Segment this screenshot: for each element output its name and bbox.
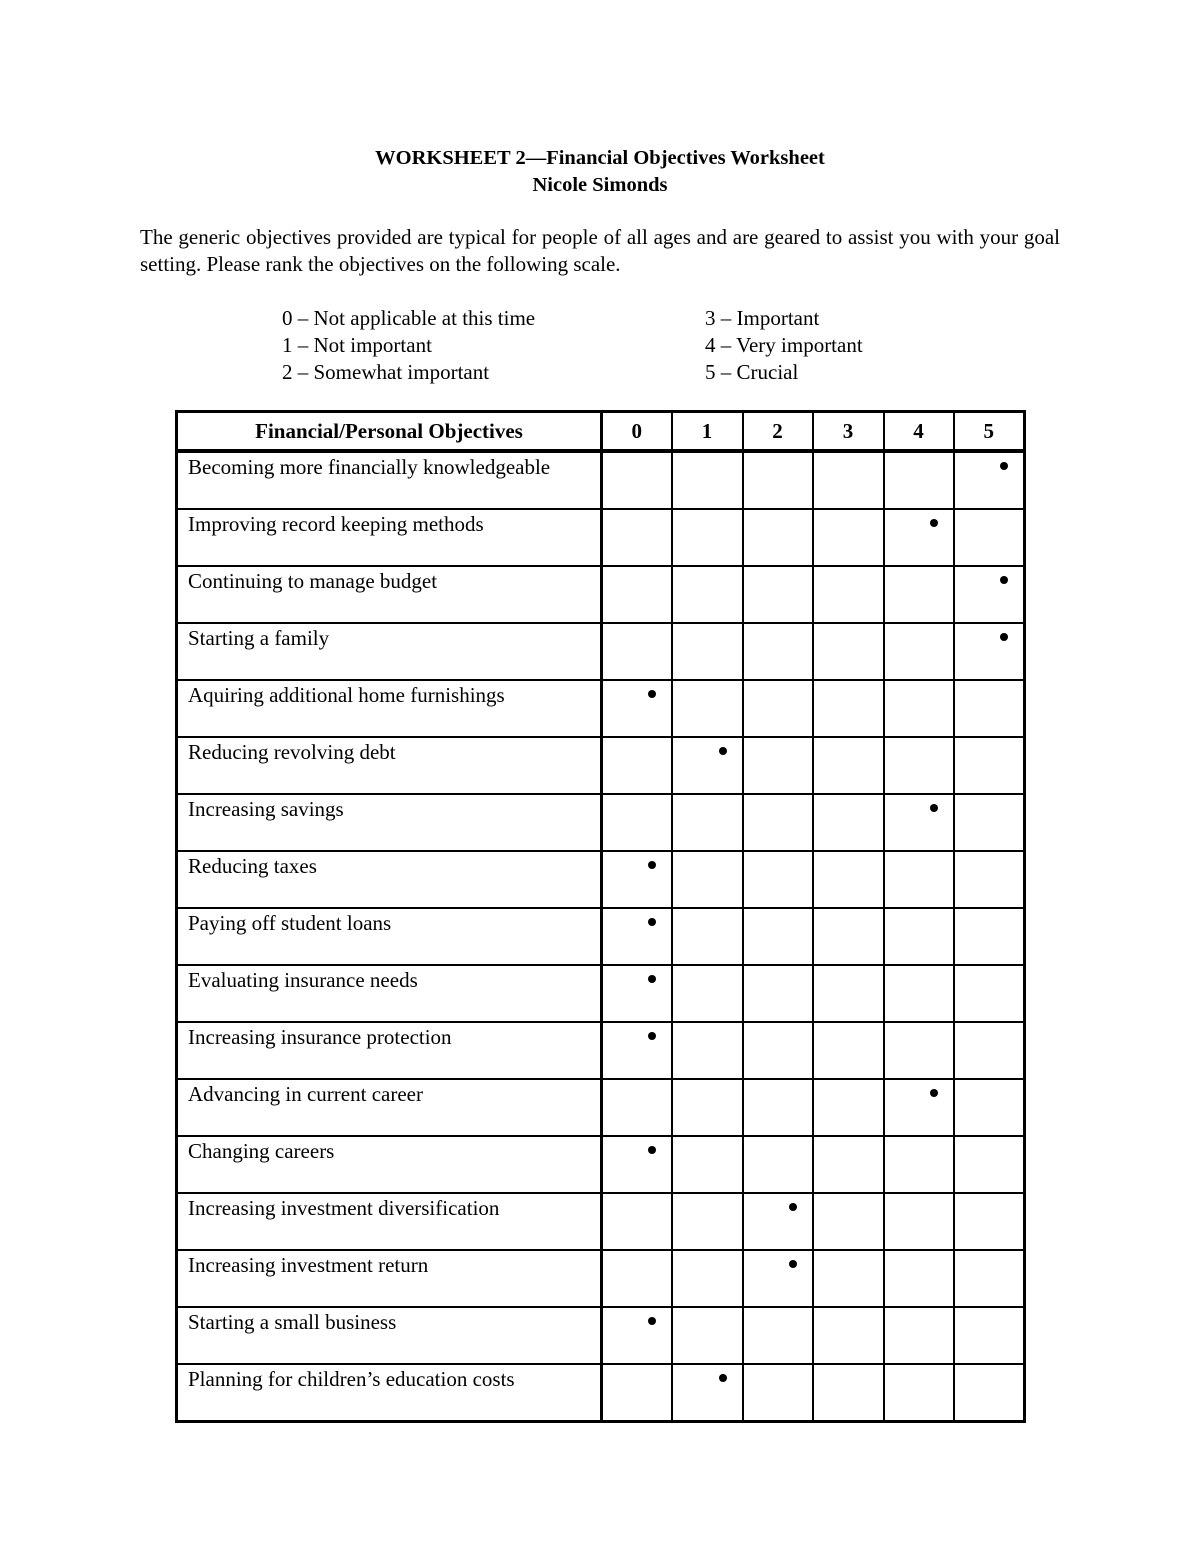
table-row: [177, 509, 1025, 566]
rating-cell-3[interactable]: [813, 1136, 884, 1193]
rating-cell-4[interactable]: [884, 794, 954, 851]
objective-label: Becoming more financially knowledgeable: [177, 451, 602, 509]
rating-cell-0[interactable]: [602, 1307, 672, 1364]
rating-mark-dot: [719, 1374, 727, 1382]
rating-cell-0[interactable]: [602, 680, 672, 737]
rating-cell-2[interactable]: [743, 908, 813, 965]
rating-cell-4[interactable]: [884, 1307, 954, 1364]
rating-scale-right: [705, 305, 863, 386]
rating-cell-0[interactable]: [602, 1250, 672, 1307]
rating-mark-dot: [648, 1317, 656, 1325]
rating-cell-1[interactable]: [672, 1022, 743, 1079]
rating-cell-5[interactable]: [954, 851, 1025, 908]
rating-cell-4[interactable]: [884, 623, 954, 680]
rating-cell-1[interactable]: [672, 1193, 743, 1250]
rating-cell-1[interactable]: [672, 1250, 743, 1307]
rating-cell-2[interactable]: [743, 680, 813, 737]
header-rating-1: 1: [672, 412, 743, 452]
rating-cell-5[interactable]: [954, 623, 1025, 680]
rating-cell-1[interactable]: [672, 794, 743, 851]
rating-cell-2[interactable]: [743, 851, 813, 908]
rating-cell-0[interactable]: [602, 737, 672, 794]
rating-cell-1[interactable]: [672, 1136, 743, 1193]
rating-cell-5[interactable]: [954, 566, 1025, 623]
rating-cell-5[interactable]: [954, 451, 1025, 509]
rating-cell-0[interactable]: [602, 566, 672, 623]
person-name: Nicole Simonds: [532, 174, 668, 196]
rating-mark-dot: [648, 690, 656, 698]
rating-cell-4[interactable]: [884, 851, 954, 908]
objective-label: Improving record keeping methods: [177, 509, 602, 566]
objectives-table-body: [177, 451, 1025, 1422]
rating-cell-4[interactable]: [884, 1079, 954, 1136]
table-row: [177, 1364, 1025, 1422]
objective-label: Increasing investment return: [177, 1250, 602, 1307]
rating-cell-4[interactable]: [884, 509, 954, 566]
rating-cell-1[interactable]: [672, 1079, 743, 1136]
table-header-row: [177, 412, 1025, 452]
header-objectives: Financial/Personal Objectives: [177, 412, 602, 452]
rating-scale-left: [282, 305, 535, 386]
rating-cell-4[interactable]: [884, 1250, 954, 1307]
rating-cell-4[interactable]: [884, 1364, 954, 1422]
objective-label: Starting a small business: [177, 1307, 602, 1364]
table-row: [177, 623, 1025, 680]
objective-label: Continuing to manage budget: [177, 566, 602, 623]
rating-mark-dot: [789, 1203, 797, 1211]
rating-mark-dot: [930, 804, 938, 812]
intro-paragraph: The generic objectives provided are typical for people of all ages and are geared to assist you with your goal setting. Please rank the objectives on the following scale.: [140, 225, 1060, 276]
rating-cell-1[interactable]: [672, 566, 743, 623]
rating-cell-3[interactable]: [813, 851, 884, 908]
objective-label: Increasing insurance protection: [177, 1022, 602, 1079]
rating-mark-dot: [1000, 576, 1008, 584]
rating-cell-3[interactable]: [813, 1307, 884, 1364]
objective-label: Increasing investment diversification: [177, 1193, 602, 1250]
rating-cell-4[interactable]: [884, 1193, 954, 1250]
rating-cell-5[interactable]: [954, 509, 1025, 566]
objective-label: Advancing in current career: [177, 1079, 602, 1136]
rating-cell-0[interactable]: [602, 1193, 672, 1250]
rating-cell-3[interactable]: [813, 965, 884, 1022]
rating-cell-4[interactable]: [884, 680, 954, 737]
rating-mark-dot: [719, 747, 727, 755]
rating-mark-dot: [1000, 633, 1008, 641]
rating-cell-3[interactable]: [813, 451, 884, 509]
scale-item: 0 – Not applicable at this time: [282, 306, 536, 330]
rating-cell-1[interactable]: [672, 737, 743, 794]
rating-cell-5[interactable]: [954, 965, 1025, 1022]
objective-label: Starting a family: [177, 623, 602, 680]
rating-cell-3[interactable]: [813, 680, 884, 737]
rating-cell-1[interactable]: [672, 623, 743, 680]
rating-cell-4[interactable]: [884, 965, 954, 1022]
scale-item: 4 – Very important: [705, 333, 863, 357]
header-rating-0: 0: [602, 412, 672, 452]
rating-cell-2[interactable]: [743, 509, 813, 566]
objective-label: Reducing revolving debt: [177, 737, 602, 794]
rating-cell-5[interactable]: [954, 1250, 1025, 1307]
rating-cell-3[interactable]: [813, 908, 884, 965]
rating-mark-dot: [930, 519, 938, 527]
rating-cell-2[interactable]: [743, 1136, 813, 1193]
scale-item: 5 – Crucial: [705, 360, 799, 384]
table-row: [177, 1193, 1025, 1250]
objective-label: Increasing savings: [177, 794, 602, 851]
rating-cell-0[interactable]: [602, 1079, 672, 1136]
rating-cell-0[interactable]: [602, 1022, 672, 1079]
rating-cell-2[interactable]: [743, 1250, 813, 1307]
rating-cell-5[interactable]: [954, 1307, 1025, 1364]
rating-cell-1[interactable]: [672, 451, 743, 509]
rating-cell-4[interactable]: [884, 1136, 954, 1193]
rating-mark-dot: [1000, 462, 1008, 470]
rating-cell-0[interactable]: [602, 851, 672, 908]
table-row: [177, 851, 1025, 908]
objectives-table: [175, 410, 1026, 1423]
header-rating-2: 2: [743, 412, 813, 452]
rating-cell-5[interactable]: [954, 908, 1025, 965]
rating-mark-dot: [648, 1032, 656, 1040]
objective-label: Evaluating insurance needs: [177, 965, 602, 1022]
rating-cell-2[interactable]: [743, 737, 813, 794]
rating-cell-2[interactable]: [743, 623, 813, 680]
rating-cell-5[interactable]: [954, 1364, 1025, 1422]
rating-cell-0[interactable]: [602, 1136, 672, 1193]
header-rating-4: 4: [884, 412, 954, 452]
rating-cell-0[interactable]: [602, 908, 672, 965]
rating-cell-3[interactable]: [813, 794, 884, 851]
rating-cell-5[interactable]: [954, 680, 1025, 737]
rating-cell-3[interactable]: [813, 1079, 884, 1136]
rating-mark-dot: [930, 1089, 938, 1097]
rating-cell-0[interactable]: [602, 794, 672, 851]
rating-cell-0[interactable]: [602, 509, 672, 566]
rating-mark-dot: [648, 918, 656, 926]
rating-cell-1[interactable]: [672, 680, 743, 737]
table-row: [177, 794, 1025, 851]
rating-cell-2[interactable]: [743, 794, 813, 851]
rating-cell-3[interactable]: [813, 623, 884, 680]
rating-cell-0[interactable]: [602, 623, 672, 680]
table-row: [177, 1022, 1025, 1079]
rating-cell-2[interactable]: [743, 1022, 813, 1079]
rating-cell-2[interactable]: [743, 1307, 813, 1364]
table-row: [177, 908, 1025, 965]
rating-cell-3[interactable]: [813, 1193, 884, 1250]
scale-item: 1 – Not important: [282, 333, 432, 357]
title-line: WORKSHEET 2—Financial Objectives Worksheet: [375, 147, 825, 169]
rating-cell-3[interactable]: [813, 1364, 884, 1422]
rating-cell-4[interactable]: [884, 1022, 954, 1079]
header-rating-3: 3: [813, 412, 884, 452]
rating-cell-4[interactable]: [884, 566, 954, 623]
rating-cell-2[interactable]: [743, 965, 813, 1022]
table-row: [177, 680, 1025, 737]
rating-cell-5[interactable]: [954, 737, 1025, 794]
rating-cell-0[interactable]: [602, 1364, 672, 1422]
rating-mark-dot: [789, 1260, 797, 1268]
rating-cell-2[interactable]: [743, 451, 813, 509]
rating-cell-5[interactable]: [954, 1136, 1025, 1193]
rating-cell-1[interactable]: [672, 851, 743, 908]
objective-label: Changing careers: [177, 1136, 602, 1193]
header-rating-5: 5: [954, 412, 1025, 452]
scale-item: 3 – Important: [705, 306, 820, 330]
rating-cell-4[interactable]: [884, 737, 954, 794]
table-row: [177, 1307, 1025, 1364]
rating-cell-1[interactable]: [672, 1364, 743, 1422]
objective-label: Reducing taxes: [177, 851, 602, 908]
objective-label: Aquiring additional home furnishings: [177, 680, 602, 737]
rating-cell-2[interactable]: [743, 1364, 813, 1422]
rating-cell-3[interactable]: [813, 1250, 884, 1307]
rating-cell-5[interactable]: [954, 794, 1025, 851]
rating-cell-2[interactable]: [743, 566, 813, 623]
rating-cell-5[interactable]: [954, 1022, 1025, 1079]
table-row: [177, 566, 1025, 623]
table-row: [177, 1079, 1025, 1136]
objective-label: Paying off student loans: [177, 908, 602, 965]
rating-mark-dot: [648, 975, 656, 983]
rating-cell-1[interactable]: [672, 509, 743, 566]
rating-cell-0[interactable]: [602, 451, 672, 509]
rating-mark-dot: [648, 1146, 656, 1154]
rating-cell-4[interactable]: [884, 908, 954, 965]
table-row: [177, 451, 1025, 509]
rating-cell-0[interactable]: [602, 965, 672, 1022]
rating-cell-2[interactable]: [743, 1079, 813, 1136]
rating-cell-1[interactable]: [672, 908, 743, 965]
table-row: [177, 965, 1025, 1022]
rating-mark-dot: [648, 861, 656, 869]
table-row: [177, 737, 1025, 794]
worksheet-title: [0, 145, 1200, 199]
rating-cell-3[interactable]: [813, 566, 884, 623]
rating-cell-5[interactable]: [954, 1193, 1025, 1250]
scale-item: 2 – Somewhat important: [282, 360, 490, 384]
rating-cell-4[interactable]: [884, 451, 954, 509]
rating-cell-3[interactable]: [813, 737, 884, 794]
rating-cell-3[interactable]: [813, 1022, 884, 1079]
rating-cell-5[interactable]: [954, 1079, 1025, 1136]
rating-cell-1[interactable]: [672, 1307, 743, 1364]
table-row: [177, 1136, 1025, 1193]
rating-cell-1[interactable]: [672, 965, 743, 1022]
objective-label: Planning for children’s education costs: [177, 1364, 602, 1422]
rating-cell-2[interactable]: [743, 1193, 813, 1250]
rating-cell-3[interactable]: [813, 509, 884, 566]
table-row: [177, 1250, 1025, 1307]
